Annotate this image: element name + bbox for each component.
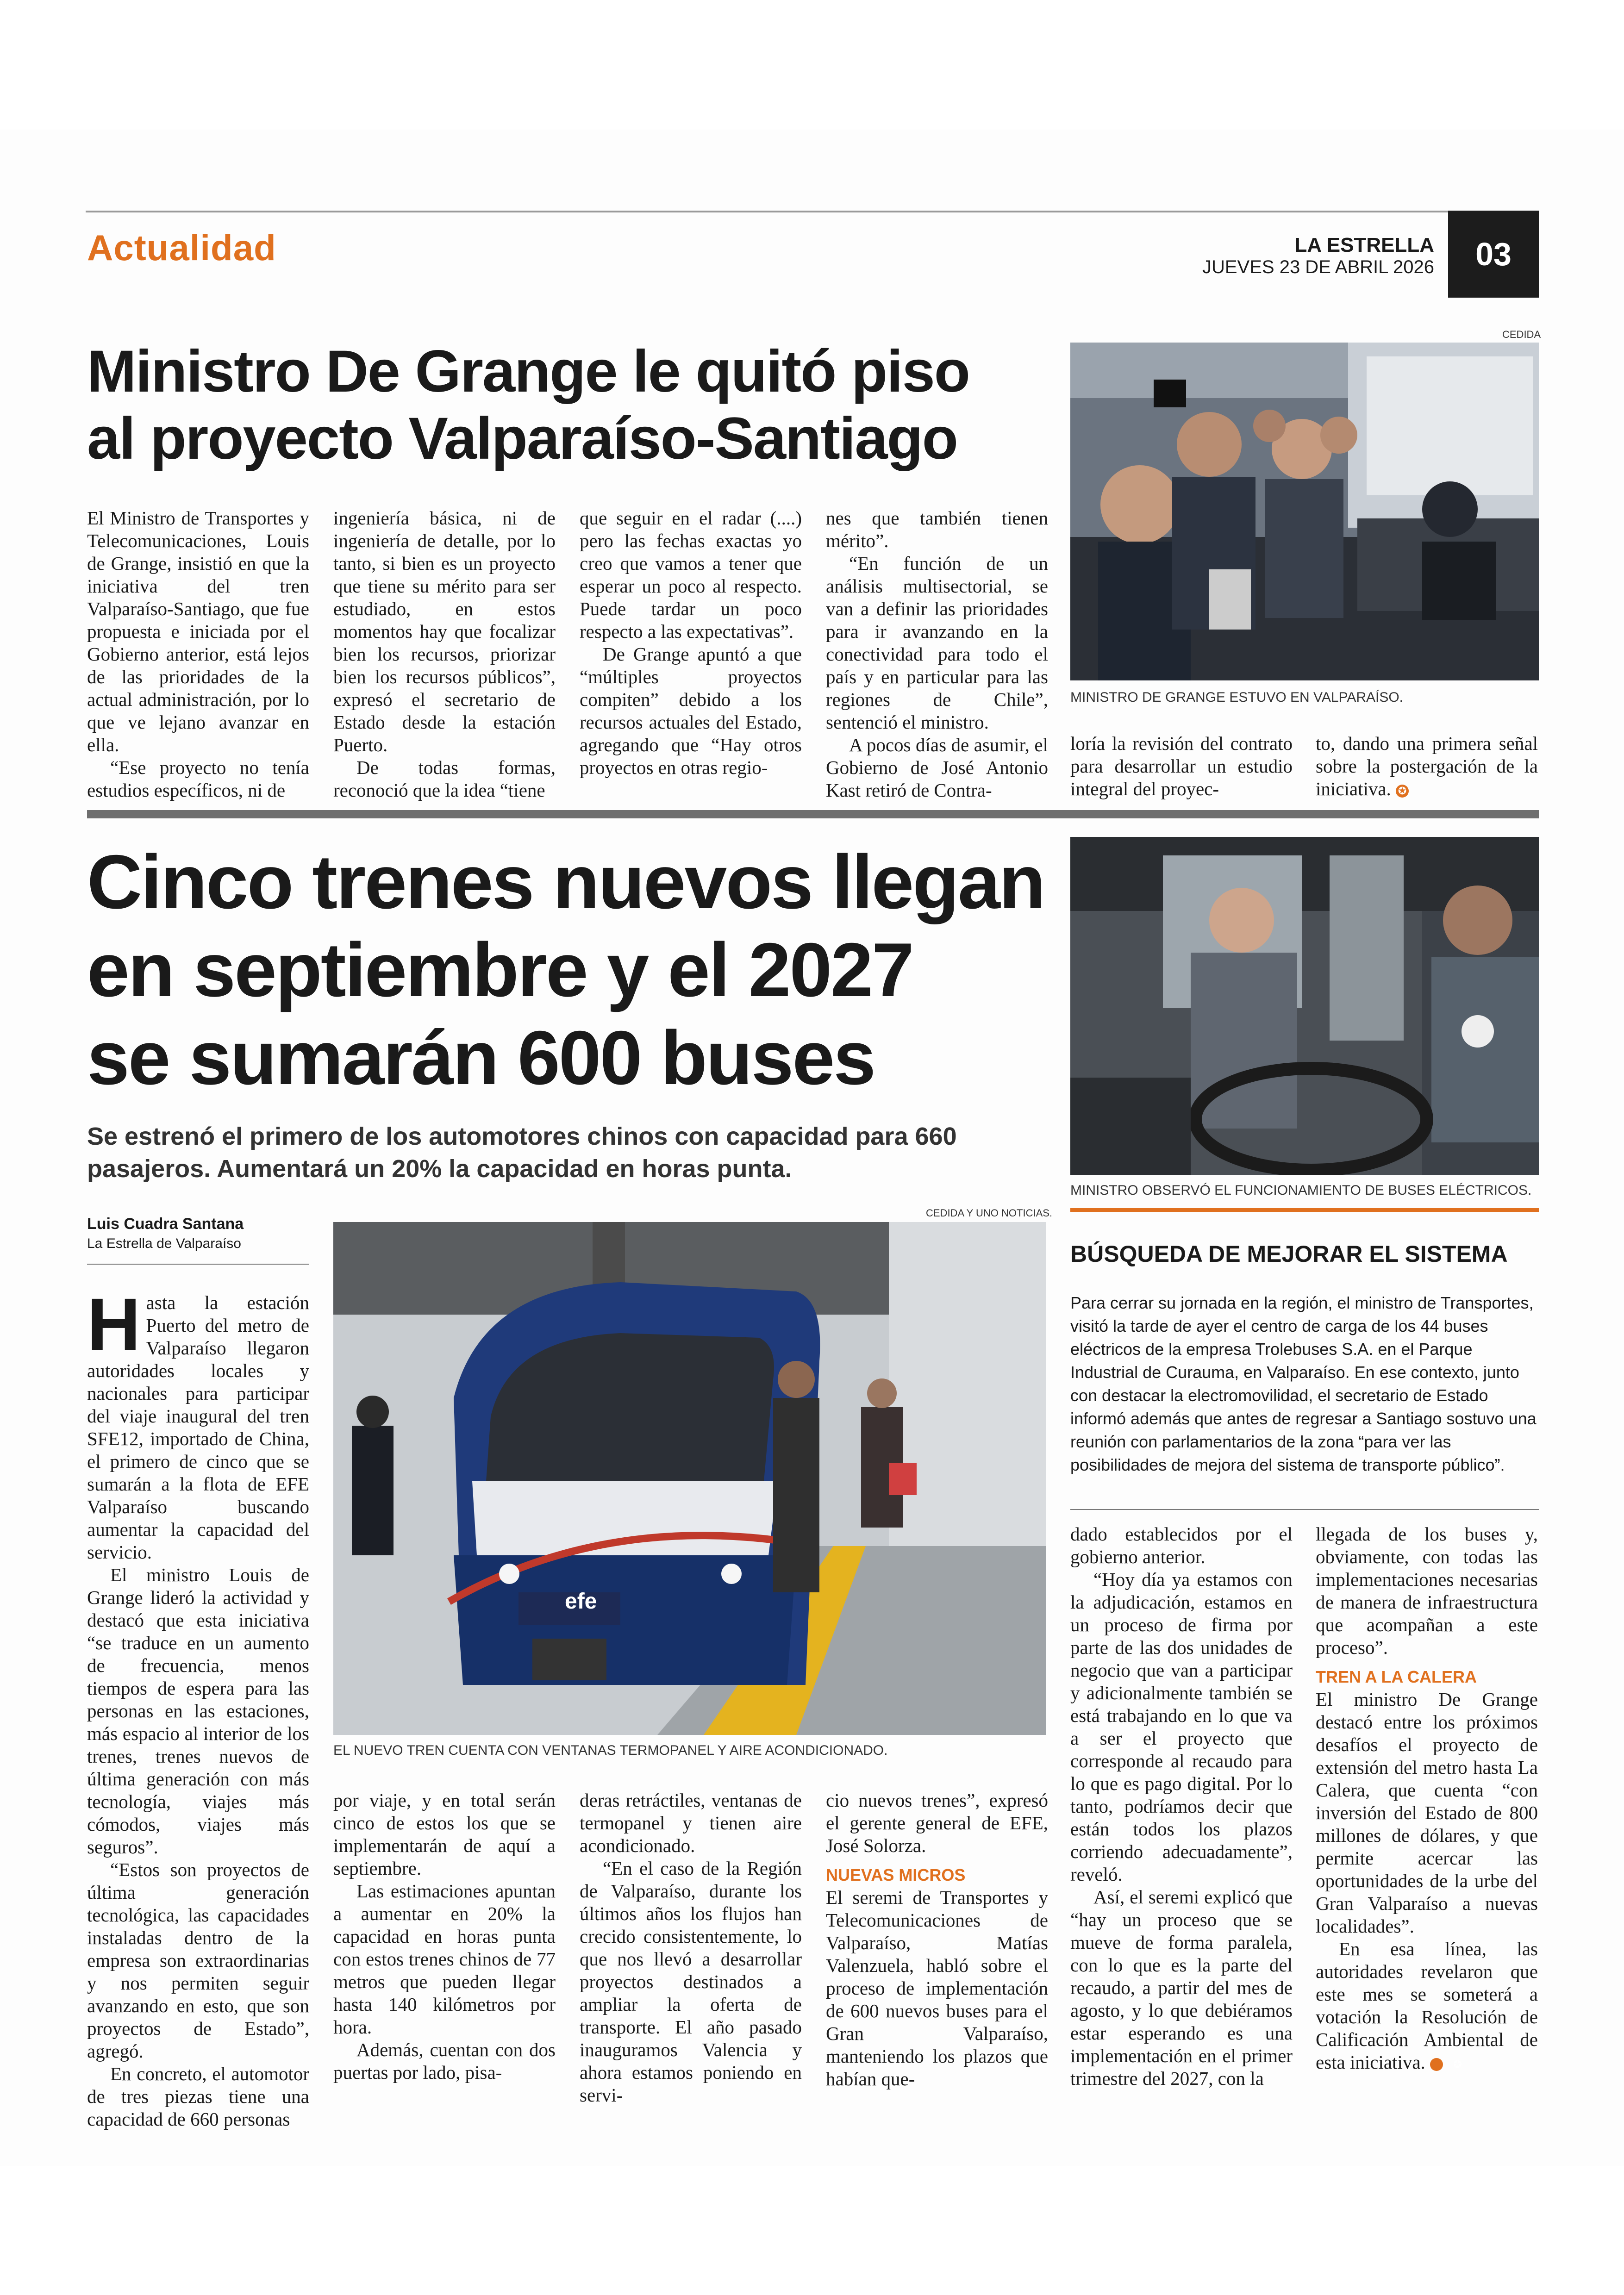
paragraph: ingeniería básica, ni de ingeniería de detalle, por lo tanto, si bien es un proyecto que tiene su mérito para ser estudiado, en estos momentos hay que focalizar bien los recursos, priorizar bien los recursos públicos”, expresó el secretario de Estado desde la estación Puerto. [333, 507, 556, 755]
newspaper-name: LA ESTRELLA [1294, 234, 1434, 256]
box-rule [1070, 1208, 1539, 1212]
paragraph: que seguir en el radar (....) pero las fechas exactas yo creo que vamos a tener que esperar un poco al respecto. Puede tardar un poco respecto a las expectativas”. [580, 507, 802, 642]
headline-line: se sumarán 600 buses [87, 1015, 875, 1100]
paragraph: El ministro De Grange destacó entre los próximos desafíos el proyecto de extensión del metro hasta La Calera, que cuenta “con inversión del Estado de 800 millones de dólares, y que permite acercar las oportunidades de la urbe del Gran Valparaíso a nuevas localidades”. [1316, 1689, 1538, 1937]
minister-train-photo [1070, 343, 1539, 680]
paragraph: A pocos días de asumir, el Gobierno de José Antonio Kast retiró de Contra- [826, 734, 1048, 801]
box-bottom-rule [1070, 1509, 1539, 1510]
article2-column [1316, 1523, 1538, 2074]
paragraph: De Grange apuntó a que “múltiples proyectos compiten” debido a los recursos actuales del Estado, agregando que “Hay otros proyectos en otras regio- [580, 643, 802, 778]
photo-image [333, 1222, 1046, 1735]
header-rule [86, 211, 1539, 212]
article2-column [87, 1283, 309, 2131]
photo-image [1070, 343, 1539, 680]
paragraph: llegada de los buses y, obviamente, con todas las implementaciones necesarias de manera de infraestructura que acompañan a este proceso”. [1316, 1523, 1538, 1658]
article2-subheadline: Se estrenó el primero de los automotores chinos con capacidad para 660 pasajeros. Aumentará un 20% la capacidad en horas punta. [87, 1123, 957, 1183]
article2-column [826, 1789, 1048, 2090]
photo-image [1070, 837, 1539, 1175]
article2-column [333, 1789, 556, 2084]
paragraph: “En el caso de la Región de Valparaíso, durante los últimos años los flujos han crecido consistentemente, lo que nos llevó a desarrollar proyectos destinados a ampliar la oferta de transporte. El año pasado inauguramos Valencia y ahora estamos poniendo en servi- [580, 1858, 802, 2106]
photo-credit: CEDIDA Y UNO NOTICIAS. [926, 1207, 1053, 1219]
subheading: TREN A LA CALERA [1316, 1667, 1477, 1686]
paragraph: Así, el seremi explicó que “hay un proceso que se mueve de forma paralela, con lo que es la parte del recaudo, a partir del mes de agosto, y lo que debiéramos estar esperando es una implementación en el primer trimestre del 2027, con la [1070, 1886, 1293, 2089]
sidebar-box-text: Para cerrar su jornada en la región, el ministro de Transportes, visitó la tarde de ayer el centro de carga de los 44 buses eléctricos de la empresa Trolebuses S.A. en el Parque Industrial de Curauma, en Valparaíso. En ese contexto, junto con destacar la electromovilidad, el secretario de Estado informó además que antes de regresar a Santiago sostuvo una reunión con parlamentarios de la zona “para ver las posibilidades de mejora del sistema de transporte público”. [1070, 1293, 1537, 1474]
page-number: 03 [1448, 211, 1539, 298]
section-title: Actualidad [87, 227, 276, 268]
paragraph: asta la estación Puerto del metro de Valparaíso llegaron autoridades locales y nacionales para participar del viaje inaugural del tren SFE12, importado de China, el primero de cinco que se sumarán a la flota de EFE Valparaíso buscando aumentar la capacidad del servicio. [87, 1292, 309, 1563]
headline-line: en septiembre y el 2027 [87, 927, 913, 1012]
photo-caption: MINISTRO DE GRANGE ESTUVO EN VALPARAÍSO. [1070, 690, 1404, 705]
bus-photo [1070, 837, 1539, 1175]
paragraph: “En función de un análisis multisectorial, se van a definir las prioridades para ir avanzando en la conectividad para todo el país y en particular para las regiones de Chile”, sentenció el ministro. [826, 553, 1048, 733]
article1-headline [87, 338, 1041, 472]
paragraph: En esa línea, las autoridades revelaron que este mes se someterá a votación la Resolución de Calificación Ambiental de esta iniciativa. [1316, 1938, 1538, 2073]
photo-caption: EL NUEVO TREN CUENTA CON VENTANAS TERMOPANEL Y AIRE ACONDICIONADO. [333, 1743, 888, 1758]
article-divider [87, 810, 1539, 818]
article1-column [1316, 732, 1538, 800]
publication-date: JUEVES 23 DE ABRIL 2026 [1202, 257, 1434, 277]
photo-caption: MINISTRO OBSERVÓ EL FUNCIONAMIENTO DE BUSES ELÉCTRICOS. [1070, 1183, 1532, 1198]
sidebar-box-title: BÚSQUEDA DE MEJORAR EL SISTEMA [1070, 1241, 1508, 1267]
author-outlet: La Estrella de Valparaíso [87, 1236, 241, 1251]
subheading: NUEVAS MICROS [826, 1865, 966, 1884]
paragraph: deras retráctiles, ventanas de termopanel y tienen aire acondicionado. [580, 1790, 802, 1856]
headline-line: al proyecto Valparaíso-Santiago [87, 405, 957, 472]
headline-line: Cinco trenes nuevos llegan [87, 839, 1044, 924]
paragraph: nes que también tienen mérito”. [826, 507, 1048, 551]
train-logo: efe [565, 1589, 597, 1614]
paragraph: por viaje, y en total serán cinco de estos los que se implementarán de aquí a septiembre. [333, 1790, 556, 1879]
end-of-article-icon: ✪ [1396, 785, 1409, 798]
headline-line: Ministro De Grange le quitó piso [87, 338, 969, 405]
article1-column [580, 507, 802, 779]
paragraph: “Estos son proyectos de última generación tecnológica, las capacidades instaladas dentro de la empresa son extraordinarias y nos permiten seguir avanzando en esto, que son proyectos de Estado”, agregó. [87, 1859, 309, 2062]
article2-column [580, 1789, 802, 2107]
paragraph: Además, cuentan con dos puertas por lado, pisa- [333, 2039, 556, 2083]
paragraph: “Hoy día ya estamos con la adjudicación, estamos en un proceso de firma por parte de las dos unidades de negocio que van a participar y adicionalmente también se está trabajando en lo que va a ser el proyecto que corresponde al recaudo para lo que es pago digital. Por lo tanto, podríamos decir que están todos los plazos corriendo adecuadamente”, reveló. [1070, 1569, 1293, 1885]
paragraph: cio nuevos trenes”, expresó el gerente general de EFE, José Solorza. [826, 1790, 1048, 1856]
paragraph: Las estimaciones apuntan a aumentar en 20% la capacidad en horas punta con estos trenes chinos de 77 metros que pueden llegar hasta 140 kilómetros por hora. [333, 1880, 556, 2038]
paragraph: “Ese proyecto no tenía estudios específicos, ni de [87, 757, 309, 801]
article1-column [87, 507, 309, 802]
paragraph: En concreto, el automotor de tres piezas tiene una capacidad de 660 personas [87, 2063, 309, 2130]
paragraph: El Ministro de Transportes y Telecomunicaciones, Louis de Grange, insistió en que la iniciativa del tren Valparaíso-Santiago, que fue propuesta e iniciada por el Gobierno anterior, está lejos de las prioridades de la actual administración, por lo que ve lejano avanzar en ella. [87, 507, 309, 755]
author-rule [87, 1264, 309, 1265]
article2-column [1070, 1523, 1293, 2090]
article2-headline [87, 838, 1082, 1102]
photo-credit: CEDIDA [1502, 329, 1541, 340]
paragraph: to, dando una primera señal sobre la postergación de la iniciativa. [1316, 733, 1538, 799]
paragraph: De todas formas, reconoció que la idea “tiene [333, 757, 556, 801]
paragraph: loría la revisión del contrato para desarrollar un estudio integral del proyec- [1070, 733, 1293, 799]
paragraph: El seremi de Transportes y Telecomunicaciones de Valparaíso, Matías Valenzuela, habló sobre el proceso de implementación de 600 nuevos buses para el Gran Valparaíso, manteniendo los plazos que habían que- [826, 1887, 1048, 2089]
paragraph: dado establecidos por el gobierno anterior. [1070, 1523, 1293, 1567]
end-of-article-icon: ✪ [1430, 2058, 1443, 2071]
drop-cap: H [87, 1283, 141, 1366]
paragraph: El ministro Louis de Grange lideró la actividad y destacó que esta iniciativa “se traduce en un aumento de frecuencia, menos tiempos de espera para las personas en las estaciones, más espacio al interior de los trenes, trenes nuevos de última generación con más tecnología, viajes más cómodos, viajes más seguros”. [87, 1564, 309, 1858]
article1-column [826, 507, 1048, 802]
article1-column [1070, 732, 1293, 800]
article1-column [333, 507, 556, 802]
train-photo [333, 1222, 1046, 1735]
author-name: Luis Cuadra Santana [87, 1215, 244, 1233]
